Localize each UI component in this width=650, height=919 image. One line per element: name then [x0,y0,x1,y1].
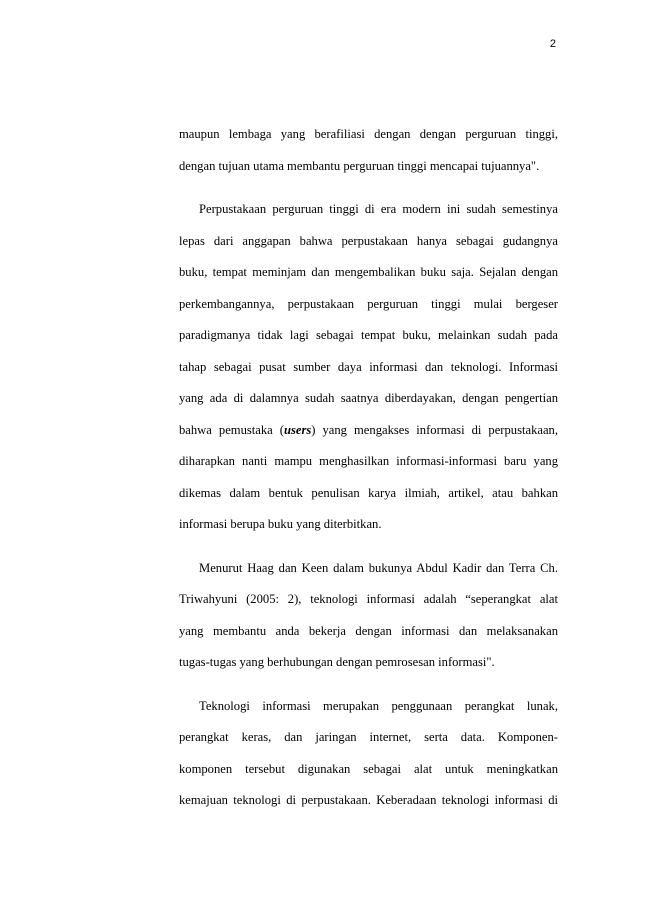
text-line: dikemas dalam bentuk penulisan karya ilmiah, artikel, atau bahkan [179,485,558,500]
text-line: tugas-tugas yang berhubungan dengan pemrosesan informasi". [179,655,495,669]
paragraph-3 [179,553,558,679]
page-number: 2 [549,38,556,50]
text-line: Teknologi informasi merupakan penggunaan perangkat lunak, [199,698,558,713]
paragraph-4 [179,691,558,817]
text-line: yang ada di dalamnya sudah saatnya diberdayakan, dengan pengertian [179,391,558,405]
text-line: yang membantu anda bekerja dengan informasi dan melaksanakan [179,623,558,638]
text-line: informasi berupa buku yang diterbitkan. [179,517,382,531]
text-line: paradigmanya tidak lagi sebagai tempat buku, melainkan sudah pada [179,328,558,342]
body-text [179,119,558,829]
text-line: perkembangannya, perpustakaan perguruan tinggi mulai bergeser [179,296,558,311]
paragraph-1 [179,119,558,182]
text-line: Triwahyuni (2005: 2), teknologi informasi adalah “seperangkat alat [179,592,558,606]
text-line: dengan tujuan utama membantu perguruan tinggi mencapai tujuannya". [179,158,540,173]
text-line: maupun lembaga yang berafiliasi dengan dengan perguruan tinggi, [179,127,558,141]
text-line-with-italic [179,415,558,447]
text-line: tahap sebagai pusat sumber daya informasi dan teknologi. Informasi [179,359,558,374]
text-line: Menurut Haag dan Keen dalam bukunya Abdul Kadir dan Terra Ch. [199,560,558,575]
text-line: perangkat keras, dan jaringan internet, serta data. Komponen- [179,730,558,744]
text-fragment: bahwa pemustaka ( [179,422,284,437]
text-fragment: ) yang mengakses informasi di perpustakaan, [311,422,558,437]
text-line: diharapkan nanti mampu menghasilkan informasi-informasi baru yang [179,454,558,468]
text-line: kemajuan teknologi di perpustakaan. Keberadaan teknologi informasi di [179,793,558,807]
text-line: buku, tempat meminjam dan mengembalikan buku saja. Sejalan dengan [179,265,558,279]
text-line: komponen tersebut digunakan sebagai alat untuk meningkatkan [179,761,558,776]
text-line: lepas dari anggapan bahwa perpustakaan hanya sebagai gudangnya [179,233,558,248]
paragraph-2 [179,194,558,541]
text-line: Perpustakaan perguruan tinggi di era modern ini sudah semestinya [199,202,558,216]
italic-term: users [283,422,312,437]
